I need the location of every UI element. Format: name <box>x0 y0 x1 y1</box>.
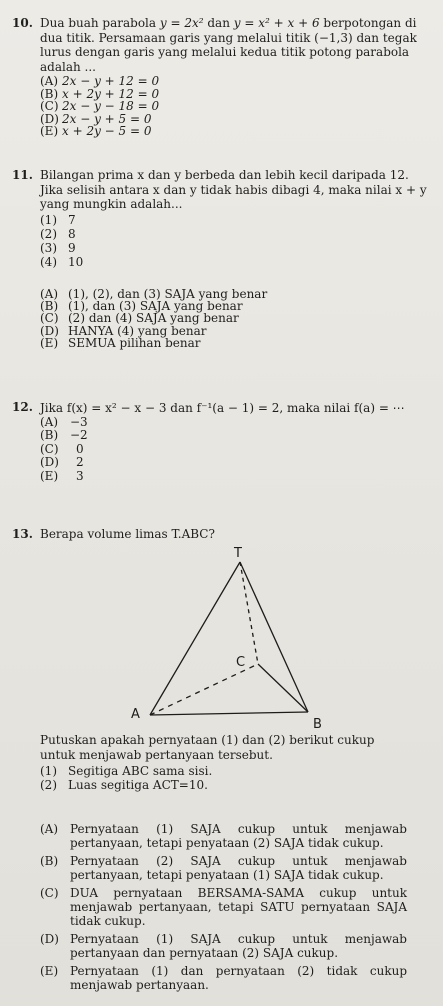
option-a[interactable]: (A) Pernyataan (1) SAJA cukup untuk menjawab pertanyaan, tetapi penyataan (2) SAJA tidak cukup. <box>40 822 407 850</box>
answer-options <box>40 288 429 350</box>
choice-1: (1) 7 <box>40 212 76 227</box>
question-number: 13. <box>12 527 33 541</box>
edge-ta <box>150 562 240 715</box>
edge-ab <box>150 712 308 715</box>
option-a[interactable]: (A) −3 <box>40 415 88 429</box>
option-b[interactable]: (B) −2 <box>40 428 88 443</box>
choice-2: (2) 8 <box>40 226 76 241</box>
vertex-label-b: B <box>313 717 322 732</box>
option-d[interactable]: (D) Pernyataan (1) SAJA cukup untuk menjawab pertanyaan dan pernyataan (2) SAJA cukup. <box>40 932 407 960</box>
option-c[interactable]: (C) DUA pernyataan BERSAMA-SAMA cukup untuk menjawab pertanyaan, tetapi SATU pernyataan SAJA tidak cukup. <box>40 886 407 928</box>
numbered-choices <box>40 214 429 270</box>
pyramid-figure <box>0 542 443 732</box>
choice-3: (3) 9 <box>40 240 76 255</box>
option-c[interactable]: (C) 0 <box>40 441 84 456</box>
option-d[interactable]: (D) 2 <box>40 455 84 470</box>
edge-tc <box>240 562 258 664</box>
vertex-label-t: T <box>234 546 242 561</box>
question-stem: Bilangan prima x dan y berbeda dan lebih kecil daripada 12. Jika selisih antara x dan y tidak habis dibagi 4, maka nilai x + y yang mungkin adalah... <box>40 168 427 211</box>
edge-ac <box>150 664 258 715</box>
option-c[interactable]: (C) 2x − y − 18 = 0 <box>40 99 160 114</box>
answer-options <box>40 75 429 138</box>
instruction-text: Putuskan apakah pernyataan (1) dan (2) berikut cukup untuk menjawab pertanyaan tersebut. <box>40 733 375 762</box>
edge-tb <box>240 562 308 712</box>
option-c[interactable]: (C) (2) dan (4) SAJA yang benar <box>40 311 239 326</box>
edge-cb <box>258 664 308 712</box>
choice-4: (4) 10 <box>40 254 84 269</box>
question-stem: Jika f(x) = x² − x − 3 dan f⁻¹(a − 1) = 2, maka nilai f(a) = ⋯ <box>40 401 405 415</box>
question-stem: Dua buah parabola y = 2x² dan y = x² + x + 6 berpotongan di dua titik. Persamaan garis yang melalui titik (−1,3) dan tegak lurus dengan garis yang melalui kedua titik potong parabola adalah ... <box>40 16 417 74</box>
option-e[interactable]: (E) Pernyataan (1) dan pernyataan (2) tidak cukup menjawab pertanyaan. <box>40 964 407 992</box>
option-d[interactable]: (D) 2x − y + 5 = 0 <box>40 111 152 126</box>
question-stem: Berapa volume limas T.ABC? <box>40 527 215 541</box>
option-b[interactable]: (B) Pernyataan (2) SAJA cukup untuk menjawab pertanyaan, tetapi penyataan (1) SAJA tidak cukup. <box>40 854 407 882</box>
statements <box>40 764 399 792</box>
vertex-label-a: A <box>131 707 140 722</box>
option-b[interactable]: (B) x + 2y + 12 = 0 <box>40 86 160 101</box>
option-e[interactable]: (E) SEMUA pilihan benar <box>40 336 201 351</box>
option-a[interactable]: (A) 2x − y + 12 = 0 <box>40 74 160 88</box>
statement-2: (2) Luas segitiga ACT=10. <box>40 778 208 792</box>
question-number: 12. <box>12 400 33 414</box>
question-number: 11. <box>12 168 33 182</box>
vertex-label-c: C <box>236 655 246 670</box>
option-e[interactable]: (E) 3 <box>40 468 84 483</box>
option-d[interactable]: (D) HANYA (4) yang benar <box>40 323 207 338</box>
option-a[interactable]: (A) (1), (2), dan (3) SAJA yang benar <box>40 286 268 301</box>
question-number: 10. <box>12 16 33 30</box>
option-b[interactable]: (B) (1), dan (3) SAJA yang benar <box>40 298 243 313</box>
option-e[interactable]: (E) x + 2y − 5 = 0 <box>40 124 152 139</box>
statement-1: (1) Segitiga ABC sama sisi. <box>40 764 213 778</box>
answer-options <box>40 416 429 483</box>
